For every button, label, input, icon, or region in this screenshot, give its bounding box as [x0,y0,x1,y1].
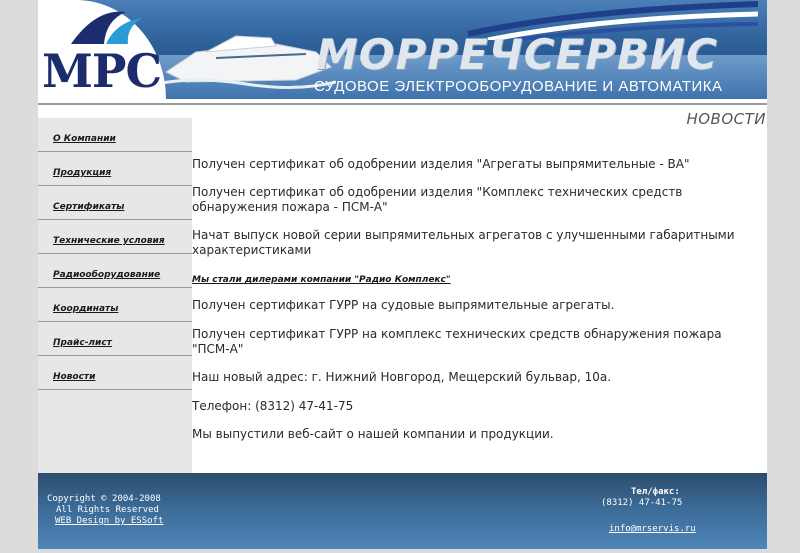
news-item: Телефон: (8312) 47-41-75 [192,399,354,413]
sidebar-item-pricelist [38,322,192,356]
news-item: Получен сертификат об одобрении изделия "Агрегаты выпрямительные - ВА" [192,157,690,171]
sidebar-item-about [38,118,192,152]
yacht-image [156,22,336,92]
sidebar-item-contacts [38,288,192,322]
footer-design-link[interactable]: WEB Design by ESSoft [55,516,164,526]
news-item: Получен сертификат ГУРР на судовые выпрямительные агрегаты. [192,298,615,312]
brand-tagline: СУДОВОЕ ЭЛЕКТРООБОРУДОВАНИЕ И АВТОМАТИКА [314,78,723,95]
nav-link-pricelist[interactable]: Прайс-лист [53,338,112,348]
logo-area[interactable] [38,0,166,99]
site-footer [38,473,767,549]
nav-link-radio[interactable]: Радиооборудование [53,270,161,280]
footer-rights: All Rights Reserved [56,505,159,515]
sidebar-item-news [38,356,192,390]
news-link-radio-complex[interactable]: Мы стали дилерами компании "Радио Комплекс" [192,275,451,285]
footer-copyright: Copyright © 2004-2008 [47,494,161,504]
news-item: Получен сертификат об одобрении изделия "Комплекс технических средств обнаружения пожара - ПСМ-А" [192,185,683,214]
sail-logo-icon [66,4,146,48]
footer-email-link[interactable]: info@mrservis.ru [609,524,696,534]
sidebar-item-products [38,152,192,186]
footer-tel: (8312) 47-41-75 [601,498,683,508]
sidebar-item-specs [38,220,192,254]
news-item: Наш новый адрес: г. Нижний Новгород, Мещерский бульвар, 10а. [192,370,612,384]
sidebar-item-certificates [38,186,192,220]
news-item: Получен сертификат ГУРР на комплекс технических средств обнаружения пожара "ПСМ-А" [192,327,722,356]
brand-name: МОРРЕЧСЕРВИС [316,30,718,79]
news-item: Начат выпуск новой серии выпрямительных агрегатов с улучшенными габаритными характеристиками [192,228,735,257]
page [38,0,767,549]
sidebar-item-radio [38,254,192,288]
page-title: НОВОСТИ [686,110,766,128]
nav-link-products[interactable]: Продукция [53,168,112,178]
header-divider [38,103,767,105]
nav-link-about[interactable]: О Компании [53,134,116,144]
nav-link-certificates[interactable]: Сертификаты [53,202,125,212]
site-header [38,0,767,99]
sidebar-nav [38,118,192,473]
news-item: Мы выпустили веб-сайт о нашей компании и продукции. [192,427,554,441]
nav-link-specs[interactable]: Технические условия [53,236,165,246]
logo-text: MPC [42,44,162,98]
nav-link-news[interactable]: Новости [53,372,96,382]
footer-tel-label: Тел/факс: [631,487,680,497]
nav-link-contacts[interactable]: Координаты [53,304,119,314]
